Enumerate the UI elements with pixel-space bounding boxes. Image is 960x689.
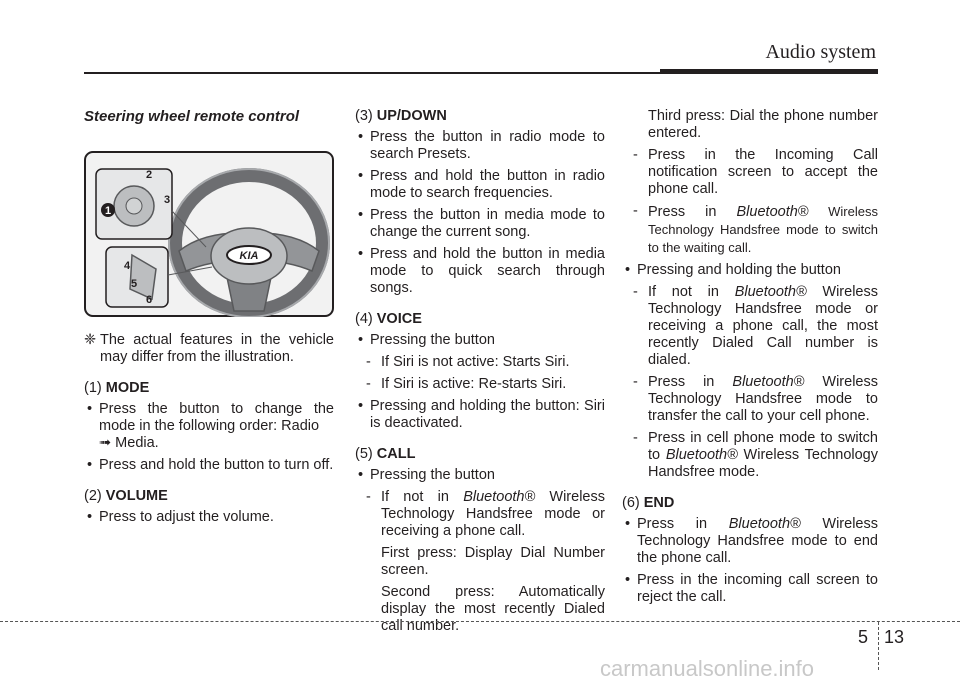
header-title: Audio system <box>765 41 876 63</box>
footer-rule <box>0 621 960 622</box>
updown-bullet-1: • Press the button in radio mode to search Presets. <box>355 129 605 163</box>
voice-dash-1: - If Siri is not active: Starts Siri. <box>366 354 570 370</box>
watermark: carmanualsonline.info <box>600 656 815 681</box>
column-right <box>622 108 878 611</box>
kia-logo: KIA <box>239 250 259 262</box>
mode-bullet-2: • Press and hold the button to turn off. <box>84 457 334 474</box>
updown-bullet-2: • Press and hold the button in radio mode to search frequencies. <box>355 168 605 202</box>
call-heading: (5) CALL <box>355 446 416 462</box>
call-bullet-2: • Pressing and holding the button <box>622 262 878 279</box>
call-dash-4: - If not in Bluetooth® Wireless Technology Handsfree mode or receiving a phone call, the most recently Dialed Call number is dialed. <box>633 284 878 368</box>
mode-heading: (1) MODE <box>84 380 150 396</box>
volume-bullet-1: • Press to adjust the volume. <box>84 509 334 526</box>
section-title: Steering wheel remote control <box>84 108 300 125</box>
note-text: The actual features in the vehicle may differ from the illustration. <box>100 332 334 365</box>
header-rule <box>84 72 664 74</box>
mode-bullet-1: • Press the button to change the mode in the following order: Radio ➟ Media. <box>84 401 334 452</box>
updown-heading: (3) UP/DOWN <box>355 108 447 124</box>
voice-bullet-1: • Pressing the button <box>355 332 605 349</box>
figure-label-4: 4 <box>124 260 131 272</box>
call-dash-6: - Press in cell phone mode to switch to Bluetooth® Wireless Technology Handsfree mode. <box>633 430 878 480</box>
call-second-press: Second press: Automatically display the most recently Dialed call number. <box>381 584 605 634</box>
call-bullet-1: • Pressing the button <box>355 467 605 484</box>
column-left <box>84 108 334 531</box>
arrow-icon: ➟ <box>99 435 112 451</box>
footer-divider <box>878 622 879 670</box>
column-middle <box>355 108 605 640</box>
voice-bullet-2: • Pressing and holding the button: Siri is deactivated. <box>355 398 605 432</box>
figure-label-2: 2 <box>146 169 153 181</box>
note-symbol: ❈ <box>84 332 97 348</box>
steering-wheel-figure <box>84 151 334 317</box>
call-dash-2: - Press in the Incoming Call notification screen to accept the phone call. <box>633 147 878 197</box>
call-third-press: Third press: Dial the phone number entered. <box>648 108 878 141</box>
updown-bullet-3: • Press the button in media mode to change the current song. <box>355 207 605 241</box>
voice-heading: (4) VOICE <box>355 311 422 327</box>
volume-heading: (2) VOLUME <box>84 488 168 504</box>
end-bullet-2: • Press in the incoming call screen to reject the call. <box>622 572 878 606</box>
updown-bullet-4: • Press and hold the button in media mode to quick search through songs. <box>355 246 605 297</box>
figure-note <box>84 332 334 366</box>
end-bullet-1: • Press in Bluetooth® Wireless Technology Handsfree mode to end the phone call. <box>622 516 878 567</box>
header-rule-thick <box>660 69 878 74</box>
page-number: 13 <box>884 627 905 647</box>
voice-dash-2: - If Siri is active: Re-starts Siri. <box>366 376 567 392</box>
figure-label-3: 3 <box>164 194 171 206</box>
end-heading: (6) END <box>622 495 675 511</box>
figure-label-6: 6 <box>146 294 153 306</box>
figure-label-1: 1 <box>104 205 112 217</box>
call-dash-3: - Press in Bluetooth® Wireless Technology Handsfree mode to switch to the waiting call. <box>633 203 878 255</box>
figure-label-5: 5 <box>131 278 138 290</box>
call-dash-5: - Press in Bluetooth® Wireless Technology Handsfree mode to transfer the call to your cell phone. <box>633 374 878 424</box>
call-dash-1: - If not in Bluetooth® Wireless Technology Handsfree mode or receiving a phone call. <box>366 489 605 539</box>
page-chapter: 5 <box>858 627 869 647</box>
call-first-press: First press: Display Dial Number screen. <box>381 545 605 578</box>
